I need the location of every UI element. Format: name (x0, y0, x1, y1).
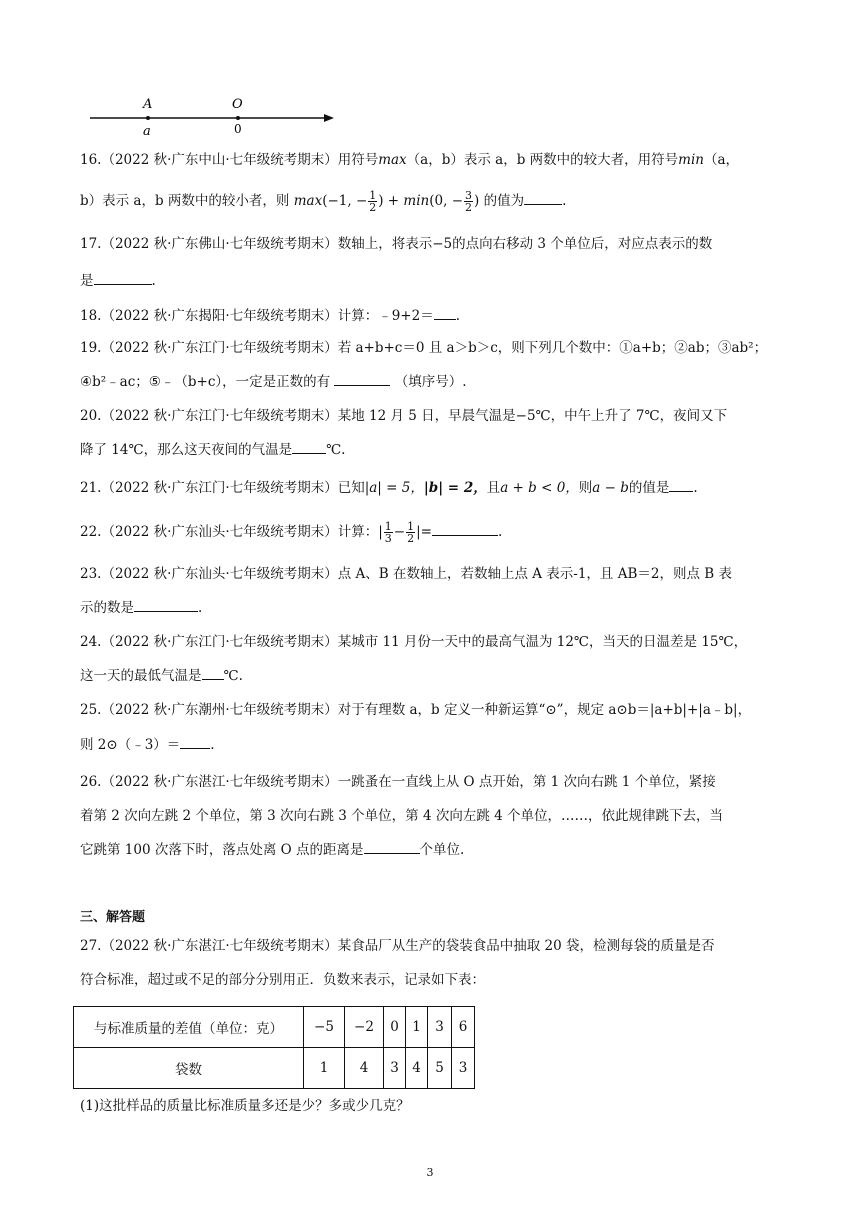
table-cell: 1 (406, 1007, 428, 1048)
q17-answer-blank[interactable] (94, 271, 152, 285)
point-o-value: 0 (234, 122, 242, 136)
question-22: 22.（2022 秋·广东汕头·七年级统考期末）计算：| $\frac{1}{3}$ − $\frac{1}{2}$ |= . (80, 520, 503, 545)
q16-min-word: min (678, 152, 704, 168)
q16-text-e: 的值为 (483, 193, 525, 209)
question-18: 18.（2022 秋·广东揭阳·七年级统考期末）计算：﹣9+2＝ . (80, 308, 460, 324)
question-16-line-2 (80, 190, 780, 213)
q21-abs-b: |b| = 2， (423, 480, 487, 496)
q21-answer-blank[interactable] (669, 478, 693, 492)
q16-fraction-half: $\frac{1}{2}$ (369, 189, 377, 214)
table-cell: 5 (428, 1048, 452, 1089)
q16-text-c: （a， (703, 152, 740, 168)
q16-expr-min: min (403, 193, 430, 209)
question-26-line-3: 它跳第 100 次落下时，落点处离 O 点的距离是 个单位. (80, 842, 465, 858)
q16-text-d: b）表示 a，b 两数中的较小者，则 (80, 193, 290, 209)
q16-text-a: 16.（2022 秋·广东中山·七年级统考期末）用符号 (80, 152, 379, 168)
point-o-label: O (232, 97, 243, 112)
q16-expr-open2: (0, − (429, 193, 463, 209)
q24-answer-blank[interactable] (202, 666, 224, 680)
number-line-figure (88, 92, 338, 138)
point-a-label: A (143, 97, 153, 112)
question-17-line-2: 是 . (80, 273, 156, 289)
q20-answer-blank[interactable] (292, 440, 326, 454)
question-17-line-1: 17.（2022 秋·广东佛山·七年级统考期末）数轴上，将表示−5的点向右移动 3 个单位后，对应点表示的数 (80, 236, 713, 252)
table-row (74, 1048, 475, 1089)
q21-abs-a: |a| = 5， (364, 480, 424, 496)
q19-answer-blank[interactable] (334, 372, 390, 386)
question-27-line-1: 27.（2022 秋·广东湛江·七年级统考期末）某食品厂从生产的袋装食品中抽取 20 袋，检测每袋的质量是否 (80, 938, 715, 954)
table-header-cell: 与标准质量的差值（单位：克） (74, 1007, 304, 1048)
q22-fraction-half: $\frac{1}{2}$ (407, 520, 415, 545)
page-number: 3 (426, 1166, 434, 1179)
question-20-line-1: 20.（2022 秋·广东江门·七年级统考期末）某地 12 月 5 日，早晨气温是−5℃，中午上升了 7℃，夜间又下 (80, 408, 728, 424)
question-24-line-1: 24.（2022 秋·广东江门·七年级统考期末）某城市 11 月份一天中的最高气温为 12℃，当天的日温差是 15℃， (80, 634, 748, 650)
q22-answer-blank[interactable] (432, 522, 498, 536)
q22-fraction-third: $\frac{1}{3}$ (384, 520, 392, 545)
question-21: 21.（2022 秋·广东江门·七年级统考期末）已知|a| = 5，|b| = 2，且a + b < 0，则a − b的值是 . (80, 480, 698, 496)
question-25-line-2: 则 2⊙（﹣3）＝ . (80, 737, 215, 753)
table-cell: 4 (345, 1048, 384, 1089)
table-cell: 6 (452, 1007, 475, 1048)
question-23-line-2: 示的数是 . (80, 600, 203, 616)
question-27-line-2: 符合标准，超过或不足的部分分别用正．负数来表示，记录如下表： (80, 972, 485, 988)
table-row (74, 1007, 475, 1048)
number-line-arrow (324, 114, 334, 122)
question-27-part-1: (1)这批样品的质量比标准质量多还是少？多或少几克？ (80, 1098, 410, 1114)
table-cell: 3 (384, 1048, 406, 1089)
point-o-dot (236, 116, 240, 120)
table-cell: −5 (304, 1007, 345, 1048)
question-19-line-1: 19.（2022 秋·广东江门·七年级统考期末）若 a+b+c＝0 且 a＞b＞c，则下列几个数中：①a+b；②ab；③ab²； (80, 340, 768, 356)
question-24-line-2: 这一天的最低气温是 ℃. (80, 668, 243, 684)
q23-answer-blank[interactable] (134, 598, 198, 612)
question-26-line-1: 26.（2022 秋·广东湛江·七年级统考期末）一跳蚤在一直线上从 O 点开始，第 1 次向右跳 1 个单位，紧接 (80, 774, 716, 790)
table-cell: 1 (304, 1048, 345, 1089)
question-20-line-2: 降了 14℃，那么这天夜间的气温是 ℃. (80, 442, 346, 458)
q16-expr-open1: (−1, − (322, 193, 368, 209)
q16-expr-max: max (293, 193, 323, 209)
question-23-line-1: 23.（2022 秋·广东汕头·七年级统考期末）点 A、B 在数轴上，若数轴上点 A 表示-1，且 AB＝2，则点 B 表 (80, 566, 732, 582)
q16-fraction-three-halves: $\frac{3}{2}$ (465, 189, 472, 214)
table-cell: 4 (406, 1048, 428, 1089)
point-a-dot (146, 116, 150, 120)
table-cell: −2 (345, 1007, 384, 1048)
question-16-line-1 (80, 150, 780, 170)
q16-text-b: （a，b）表示 a，b 两数中的较大者，用符号 (406, 152, 679, 168)
table-header-cell: 袋数 (74, 1048, 304, 1089)
question-19-line-2: ④b²﹣ac；⑤﹣（b+c），一定是正数的有 （填序号）. (80, 374, 467, 390)
q25-answer-blank[interactable] (180, 735, 210, 749)
quality-table (73, 1006, 475, 1089)
q26-answer-blank[interactable] (364, 840, 420, 854)
question-26-line-2: 着第 2 次向左跳 2 个单位，第 3 次向右跳 3 个单位，第 4 次向左跳 4 个单位，……，依此规律跳下去，当 (80, 808, 724, 824)
q18-answer-blank[interactable] (434, 306, 456, 320)
point-a-value: a (143, 124, 151, 138)
table-cell: 3 (452, 1048, 475, 1089)
q16-expr-close2: ) (474, 193, 480, 209)
q16-period: . (562, 193, 567, 209)
table-cell: 3 (428, 1007, 452, 1048)
section-heading-answers: 三、解答题 (80, 910, 146, 925)
q16-expr-close1: ) + (378, 193, 400, 209)
q16-answer-blank[interactable] (524, 191, 562, 205)
question-25-line-1: 25.（2022 秋·广东潮州·七年级统考期末）对于有理数 a，b 定义一种新运算“⊙”，规定 a⊙b＝|a+b|+|a﹣b|， (80, 702, 752, 718)
q16-max-word: max (378, 152, 407, 168)
table-cell: 0 (384, 1007, 406, 1048)
